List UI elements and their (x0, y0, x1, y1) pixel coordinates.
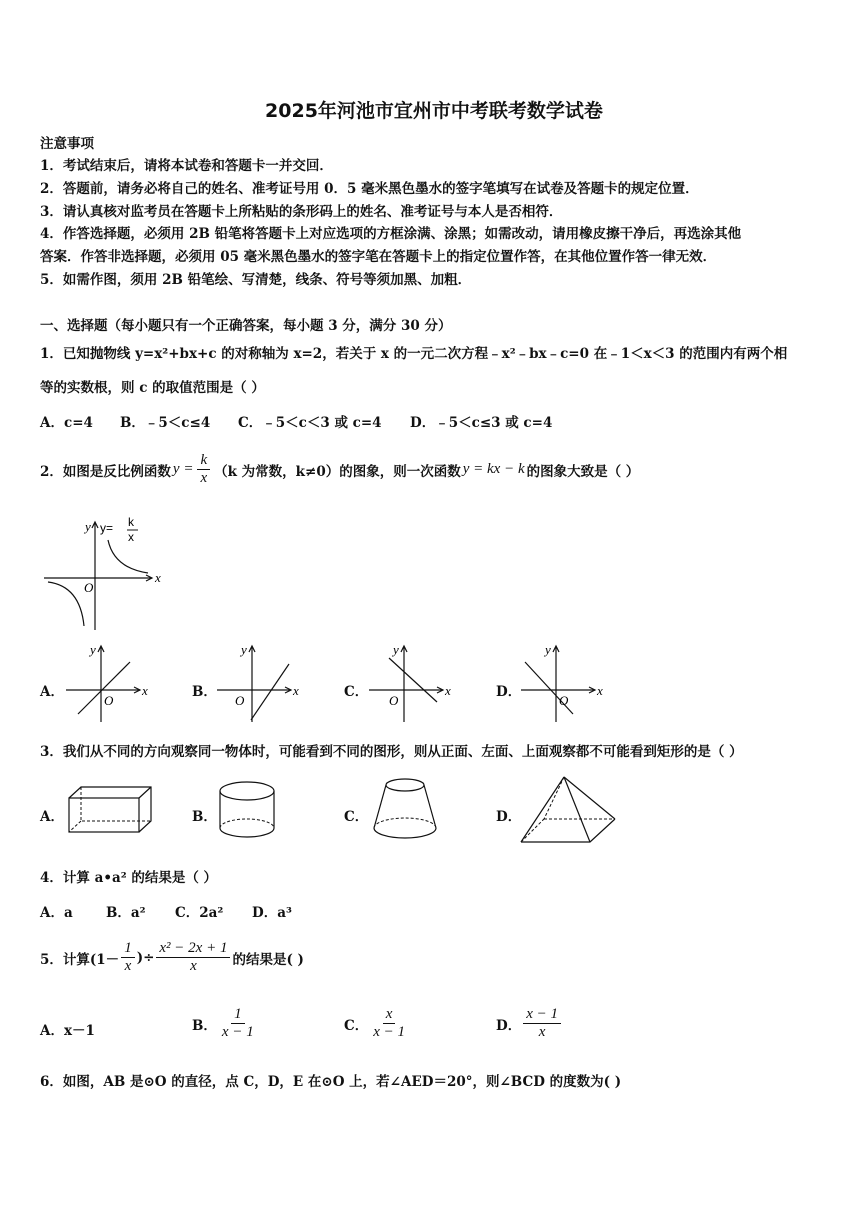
q3-frustum-shape (370, 776, 440, 844)
q5-fraction-2 (156, 940, 230, 975)
q2-middle: （k 为常数，k≠0）的图象，则一次函数 (214, 463, 461, 480)
q2-linear: y = kx − k (462, 461, 525, 477)
q2-graph-x-label: x (155, 570, 161, 585)
q2-fraction-den: x (200, 470, 208, 486)
q1-option-a: A．c=4 (40, 415, 93, 431)
q3-question: 3．我们从不同的方向观察同一物体时，可能看到不同的图形，则从正面、左面、上面观察都不可能看到矩形的是（ ） (40, 744, 743, 760)
section-heading: 一、选择题（每小题只有一个正确答案，每小题 3 分，满分 30 分） (40, 318, 452, 334)
q3-option-a: A． (40, 809, 64, 825)
q2-option-d: D． (496, 684, 522, 700)
q2-option-d-graph (519, 642, 609, 724)
q2-option-a-graph (64, 642, 154, 724)
q2-graph-y-label: y (85, 519, 91, 534)
q4-option-d: D．a³ (252, 905, 292, 921)
q5-option-d-num: x − 1 (523, 1006, 561, 1024)
q2-c-x: x (445, 683, 451, 698)
q5-fraction-2-num: x² − 2x + 1 (156, 940, 230, 958)
q2-graph-eq-k: k (128, 515, 134, 529)
q6-question: 6．如图，AB 是⊙O 的直径，点 C，D，E 在⊙O 上，若∠AED＝20°，则∠BCD 的度数为( ) (40, 1074, 622, 1090)
q2-a-x: x (142, 683, 148, 698)
q5-option-b-fraction (219, 1006, 257, 1041)
q2-b-x: x (293, 683, 299, 698)
q3-cuboid-shape (66, 784, 156, 836)
q1-option-b: B．﹣5＜c≤4 (120, 415, 211, 431)
q1-option-d: D．﹣5＜c≤3 或 c=4 (410, 415, 553, 431)
q3-option-d: D． (496, 809, 522, 825)
q5-option-c-label: C． (344, 1017, 369, 1034)
q4-option-b: B．a² (106, 905, 146, 921)
q4-option-a: A．a (40, 905, 73, 921)
q2-d-y: y (545, 642, 551, 657)
q5-option-b-label: B． (192, 1017, 217, 1034)
q5-option-c-num: x (383, 1006, 396, 1024)
q2-option-a: A． (40, 684, 64, 700)
q2-graph-eq-label: y= (100, 521, 114, 535)
q5-suffix: 的结果是( ) (232, 951, 304, 968)
q5-prefix: 5．计算(1－ (40, 951, 120, 968)
q5-fraction-1-den: x (124, 958, 132, 974)
notice-item-2: 2．答题前，请务必将自己的姓名、准考证号用 0．5 毫米黑色墨水的签字笔填写在试卷及答题卡的规定位置． (40, 181, 699, 197)
q2-fraction-num: k (197, 452, 210, 470)
q1-line1: 1．已知抛物线 y=x²+bx+c 的对称轴为 x=2，若关于 x 的一元二次方程﹣x²﹣bx﹣c=0 在﹣1＜x＜3 的范围内有两个相 (40, 346, 788, 362)
q5-option-b (192, 1006, 259, 1041)
notice-item-4-cont: 答案．作答非选择题，必须用 05 毫米黑色墨水的签字笔在答题卡上的指定位置作答，在其他位置作答一律无效． (40, 249, 717, 265)
q5-option-b-num: 1 (231, 1006, 245, 1024)
q2-option-b-graph (215, 642, 305, 724)
q5-question (40, 940, 304, 975)
notice-heading: 注意事项 (40, 136, 94, 152)
q2-option-c-graph (367, 642, 457, 724)
q1-line2: 等的实数根，则 c 的取值范围是（ ） (40, 380, 265, 396)
q5-option-d-fraction (523, 1006, 561, 1041)
q2-option-c: C． (344, 684, 369, 700)
q5-fraction-1 (121, 940, 135, 975)
q5-option-d (496, 1006, 563, 1041)
q5-option-c (344, 1006, 410, 1041)
q2-option-b: B． (192, 684, 217, 700)
notice-item-3: 3．请认真核对监考员在答题卡上所粘贴的条形码上的姓名、准考证号与本人是否相符． (40, 204, 563, 220)
q5-fraction-2-den: x (190, 958, 197, 974)
q3-option-b: B． (192, 809, 217, 825)
q1-option-c: C．﹣5＜c＜3 或 c=4 (238, 415, 382, 431)
q5-option-a: A．x－1 (40, 1023, 95, 1039)
notice-item-5: 5．如需作图，须用 2B 铅笔绘、写清楚，线条、符号等须加黑、加粗． (40, 272, 472, 288)
q2-question (40, 452, 639, 487)
q2-y-eq: y = (172, 461, 194, 477)
q2-hyperbola-graph (40, 515, 170, 633)
q5-option-d-den: x (538, 1024, 546, 1040)
q3-cylinder-shape (218, 780, 278, 840)
q2-b-o: O (235, 693, 245, 708)
q2-suffix: 的图象大致是（ ） (526, 463, 640, 480)
q5-option-b-den: x − 1 (221, 1024, 254, 1040)
q2-graph-eq-x: x (128, 530, 134, 544)
q3-option-c: C． (344, 809, 369, 825)
q2-d-o: O (559, 693, 569, 708)
q5-fraction-1-num: 1 (121, 940, 135, 958)
q4-option-c: C．2a² (175, 905, 224, 921)
q2-a-o: O (104, 693, 114, 708)
q3-pyramid-shape (518, 774, 620, 846)
q4-question: 4．计算 a•a² 的结果是（ ） (40, 870, 218, 886)
q2-prefix: 2．如图是反比例函数 (40, 463, 171, 480)
page-title: 2025年河池市宜州市中考联考数学试卷 (265, 100, 603, 122)
notice-item-1: 1．考试结束后，请将本试卷和答题卡一并交回． (40, 158, 333, 174)
notice-item-4: 4．作答选择题，必须用 2B 铅笔将答题卡上对应选项的方框涂满、涂黑；如需改动，请用橡皮擦干净后，再选涂其他 (40, 226, 742, 242)
q2-d-x: x (597, 683, 603, 698)
q5-option-c-fraction (370, 1006, 408, 1041)
q5-option-d-label: D． (496, 1017, 522, 1034)
q5-div: )÷ (136, 949, 155, 966)
q2-b-y: y (241, 642, 247, 657)
q2-graph-origin: O (84, 580, 94, 595)
q5-option-c-den: x − 1 (373, 1024, 406, 1040)
q2-fraction (197, 452, 210, 487)
q2-c-y: y (393, 642, 399, 657)
q2-c-o: O (389, 693, 399, 708)
q2-a-y: y (90, 642, 96, 657)
